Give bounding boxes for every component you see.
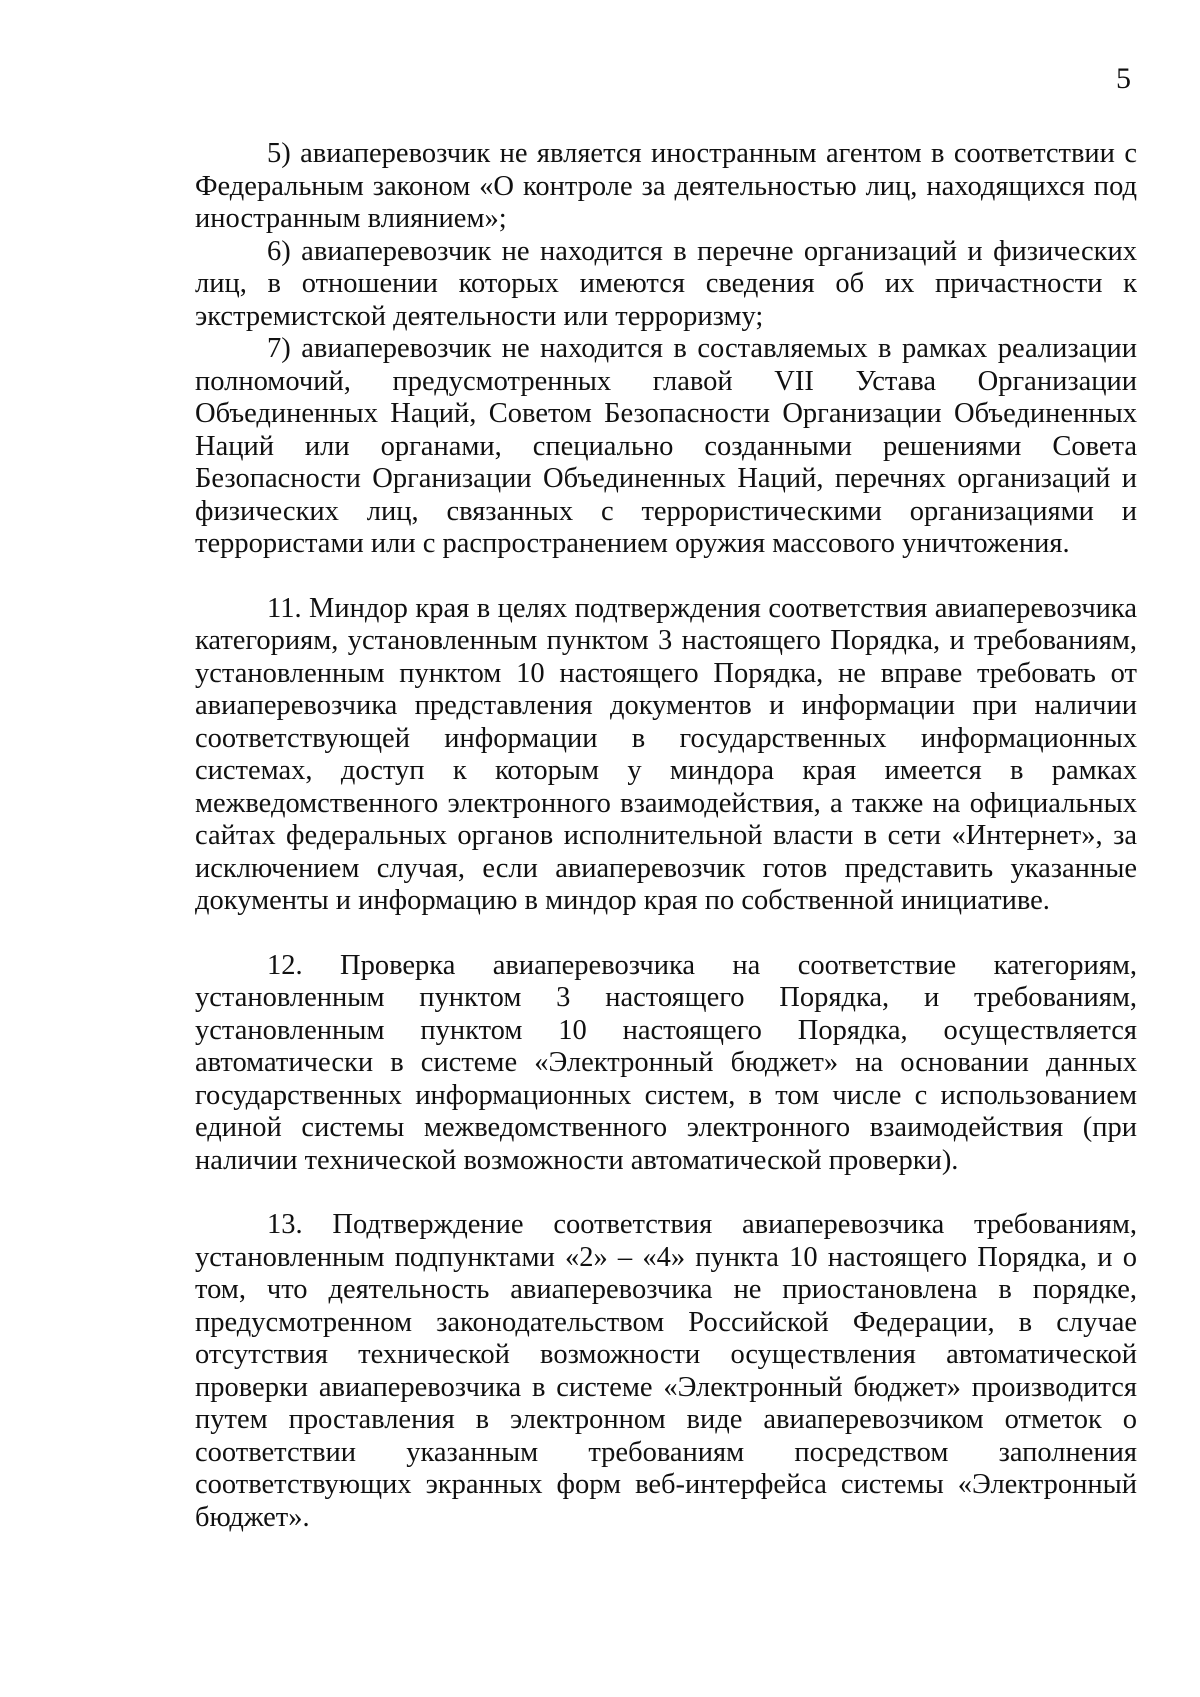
- clause-13: 13. Подтверждение соответствия авиаперевозчика требованиям, установленным подпунктами «2» – «4» пункта 10 настоящего Порядка, и о том, что деятельность авиаперевозчика не приостановлена в порядке, предусмотренном законодательством Российской Федерации, в случае отсутствия технической возможности осуществления автоматической проверки авиаперевозчика в системе «Электронный бюджет» производится путем проставления в электронном виде авиаперевозчиком отметок о соответствии указанным требованиям посредством заполнения соответствующих экранных форм веб-интерфейса системы «Электронный бюджет».: [195, 1209, 1137, 1533]
- clause-11: 11. Миндор края в целях подтверждения соответствия авиаперевозчика категориям, установленным пунктом 3 настоящего Порядка, и требованиям, установленным пунктом 10 настоящего Порядка, не вправе требовать от авиаперевозчика представления документов и информации при наличии соответствующей информации в государственных информационных системах, доступ к которым у миндора края имеется в рамках межведомственного электронного взаимодействия, а также на официальных сайтах федеральных органов исполнительной власти в сети «Интернет», за исключением случая, если авиаперевозчик готов представить указанные документы и информацию в миндор края по собственной инициативе.: [195, 592, 1137, 916]
- list-item-5: 5) авиаперевозчик не является иностранным агентом в соответствии с Федеральным законом «О контроле за деятельностью лиц, находящихся под иностранным влиянием»;: [195, 138, 1137, 234]
- list-item-6: 6) авиаперевозчик не находится в перечне организаций и физических лиц, в отношении которых имеются сведения об их причастности к экстремистской деятельности или терроризму;: [195, 235, 1137, 332]
- document-body: [195, 138, 1137, 1534]
- clause-12: 12. Проверка авиаперевозчика на соответствие категориям, установленным пунктом 3 настоящего Порядка, и требованиям, установленным пунктом 10 настоящего Порядка, осуществляется автоматически в системе «Электронный бюджет» на основании данных государственных информационных систем, в том числе с использованием единой системы межведомственного электронного взаимодействия (при наличии технической возможности автоматической проверки).: [195, 949, 1137, 1176]
- page-number: 5: [1116, 62, 1131, 95]
- list-item-7: 7) авиаперевозчик не находится в составляемых в рамках реализации полномочий, предусмотренных главой VII Устава Организации Объединенных Наций, Советом Безопасности Организации Объединенных Наций или органами, специально созданными решениями Совета Безопасности Организации Объединенных Наций, перечнях организаций и физических лиц, связанных с террористическими организациями и террористами или с распространением оружия массового уничтожения.: [195, 333, 1137, 559]
